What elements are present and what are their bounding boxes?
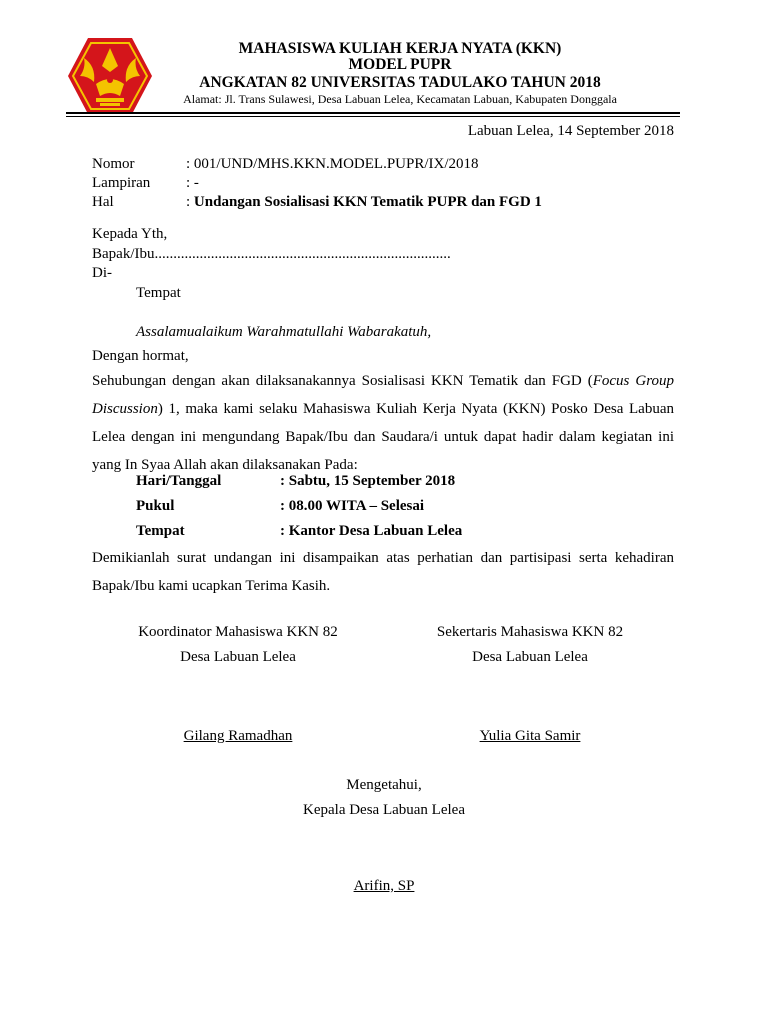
event-day-label: Hari/Tanggal bbox=[136, 473, 222, 489]
closing-paragraph: Demikianlah surat undangan ini disampaikan atas perhatian dan partisipasi serta kehadiran Bapak/Ibu kami ucapkan Terima Kasih. bbox=[92, 550, 674, 594]
p1-emphasis: Focus Group Discussion bbox=[92, 373, 674, 417]
nomor-value: : 001/UND/MHS.KKN.MODEL.PUPR/IX/2018 bbox=[186, 156, 479, 172]
p1-text-b: ) 1, maka kami selaku Mahasiswa Kuliah Kerja Nyata (KKN) Posko Desa Labuan Lelea dengan ini mengundang Bapak/Ibu dan Saudara/i untuk dapat hadir dalam kegiatan ini yang In Syaa Allah akan dilaksanakan Pada: bbox=[92, 401, 674, 473]
p1-text-a: Sehubungan dengan akan dilaksanakannya Sosialisasi KKN Tematik dan FGD ( bbox=[92, 373, 593, 389]
hal-value: Undangan Sosialisasi KKN Tematik PUPR dan FGD 1 bbox=[193, 194, 542, 210]
recipient-line-2: Bapak/Ibu............................................................................... bbox=[92, 246, 451, 262]
event-place-value: : Kantor Desa Labuan Lelea bbox=[280, 523, 463, 539]
event-day-value: : Sabtu, 15 September 2018 bbox=[280, 473, 456, 489]
left-signatory-title: Koordinator Mahasiswa KKN 82 bbox=[138, 624, 338, 640]
lampiran-label: Lampiran bbox=[92, 175, 151, 191]
body-paragraph-1 bbox=[92, 367, 674, 479]
acknowledgement-title: Kepala Desa Labuan Lelea bbox=[303, 802, 465, 818]
recipient-line-3: Di- bbox=[92, 265, 112, 281]
event-place-label: Tempat bbox=[136, 523, 185, 539]
hal-row bbox=[186, 194, 542, 211]
letter-date: Labuan Lelea, 14 September 2018 bbox=[467, 123, 674, 139]
left-signatory-sub: Desa Labuan Lelea bbox=[180, 649, 296, 665]
header-line-1: MAHASISWA KULIAH KERJA NYATA (KKN) bbox=[238, 40, 562, 57]
header-line-3: ANGKATAN 82 UNIVERSITAS TADULAKO TAHUN 2018 bbox=[199, 74, 601, 91]
recipient-line-4: Tempat bbox=[136, 285, 181, 301]
hal-colon: : bbox=[186, 194, 194, 210]
header-line-2: MODEL PUPR bbox=[348, 56, 452, 73]
recipient-line-1: Kepada Yth, bbox=[92, 226, 168, 242]
salutation: Dengan hormat, bbox=[92, 348, 189, 364]
left-signatory-name: Gilang Ramadhan bbox=[183, 728, 293, 744]
header-address: Alamat: Jl. Trans Sulawesi, Desa Labuan Lelea, Kecamatan Labuan, Kabupaten Donggala bbox=[183, 92, 617, 106]
right-signatory-sub: Desa Labuan Lelea bbox=[472, 649, 588, 665]
lampiran-value: : - bbox=[186, 175, 199, 191]
acknowledgement-label: Mengetahui, bbox=[346, 777, 422, 793]
acknowledgement-name: Arifin, SP bbox=[353, 878, 415, 894]
greeting: Assalamualaikum Warahmatullahi Wabarakatuh, bbox=[136, 324, 432, 340]
header-divider bbox=[66, 112, 680, 114]
event-time-label: Pukul bbox=[136, 498, 175, 514]
nomor-label: Nomor bbox=[92, 156, 135, 172]
right-signatory-name: Yulia Gita Samir bbox=[479, 728, 581, 744]
event-time-value: : 08.00 WITA – Selesai bbox=[280, 498, 425, 514]
header-divider-thin bbox=[66, 116, 680, 117]
hal-label: Hal bbox=[92, 194, 114, 210]
right-signatory-title: Sekertaris Mahasiswa KKN 82 bbox=[436, 624, 624, 640]
